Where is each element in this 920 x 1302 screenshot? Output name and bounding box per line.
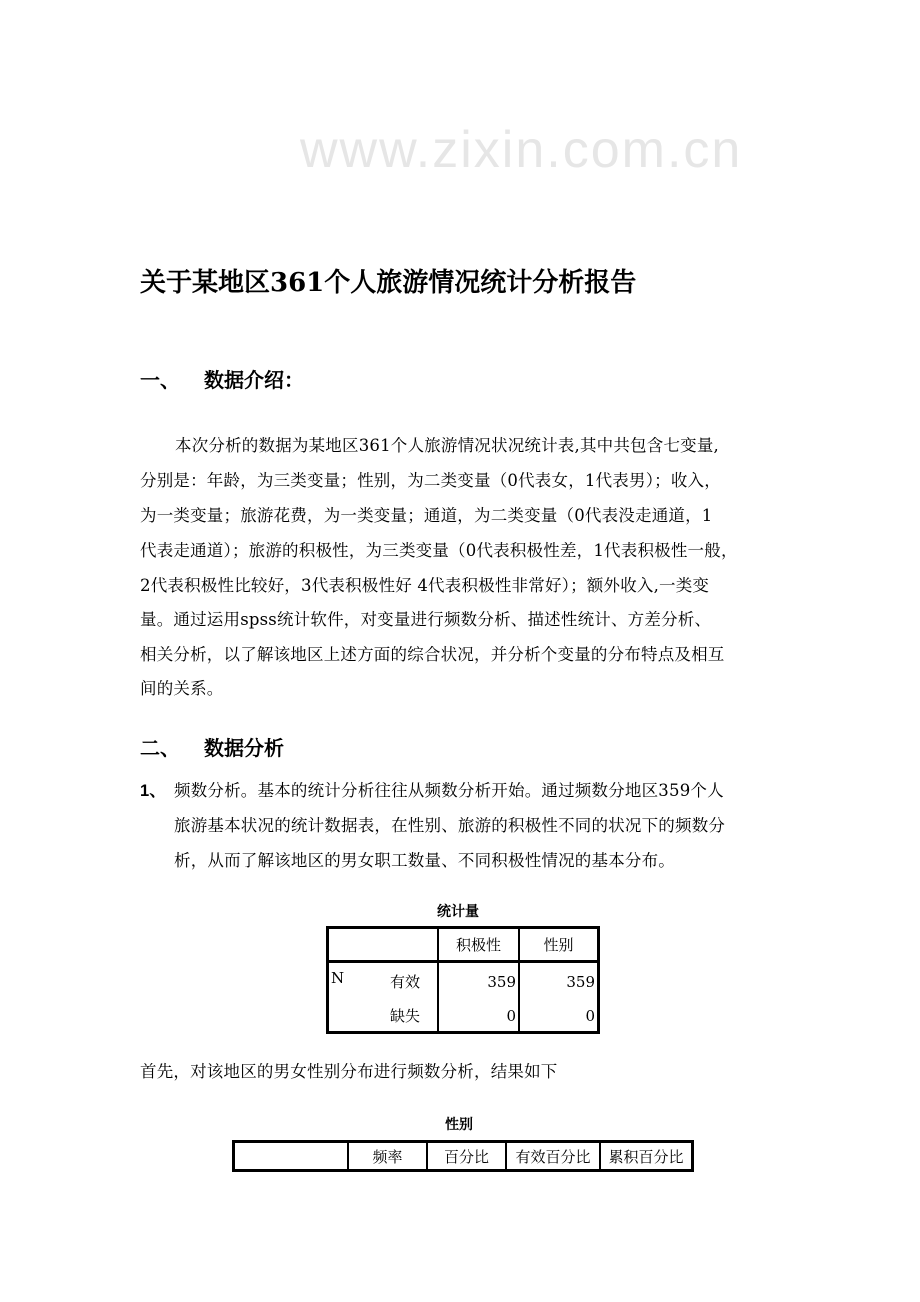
- row-label: 缺失: [389, 1007, 420, 1025]
- header-cell: 累积百分比: [600, 1142, 693, 1171]
- table-header-row: [328, 928, 599, 962]
- row-group-label: N: [331, 969, 345, 987]
- section1-number: 一、: [140, 368, 180, 392]
- table-row: [328, 962, 599, 1001]
- list-item-number: 1、: [140, 782, 167, 800]
- list-item-line: 析，从而了解该地区的男女职工数量、不同积极性情况的基本分布。: [174, 851, 675, 870]
- cell: 359: [438, 962, 519, 1001]
- paragraph-line: 分别是：年龄，为三类变量；性别，为二类变量（0代表女，1代表男）；收入，: [140, 471, 721, 490]
- document-title: 关于某地区361个人旅游情况统计分析报告: [140, 268, 637, 298]
- gender-table-caption: 性别: [445, 1116, 473, 1132]
- paragraph-line: 为一类变量；旅游花费，为一类变量；通道，为二类变量（0代表没走通道，1: [140, 506, 713, 525]
- watermark: www.zixin.com.cn: [300, 121, 743, 179]
- paragraph-line: 量。通过运用spss统计软件，对变量进行频数分析、描述性统计、方差分析、: [140, 610, 712, 629]
- paragraph-line: 间的关系。: [140, 679, 224, 698]
- empty-cell: [328, 1000, 374, 1033]
- row-label: 有效: [389, 973, 420, 991]
- paragraph-line: 本次分析的数据为某地区361个人旅游情况状况统计表,其中共包含七变量,: [175, 436, 719, 455]
- list-item-line: 旅游基本状况的统计数据表，在性别、旅游的积极性不同的状况下的频数分: [174, 816, 726, 835]
- cell: 359: [519, 962, 599, 1001]
- header-cell: 百分比: [427, 1142, 506, 1171]
- stats-table-caption: 统计量: [437, 903, 479, 919]
- header-cell: 频率: [348, 1142, 427, 1171]
- gender-table: [232, 1140, 694, 1172]
- table-header-row: [234, 1142, 693, 1171]
- section1-heading: 数据介绍：: [204, 368, 304, 392]
- stats-table: [326, 926, 600, 1034]
- paragraph-line: 代表走通道）；旅游的积极性，为三类变量（0代表积极性差，1代表积极性一般，: [140, 541, 738, 560]
- paragraph-line: 2代表积极性比较好，3代表积极性好 4代表积极性非常好）；额外收入,一类变: [140, 576, 710, 595]
- header-cell: 性别: [519, 928, 599, 962]
- header-cell: [328, 928, 439, 962]
- cell: 0: [519, 1000, 599, 1033]
- table-row: [328, 1000, 599, 1033]
- header-cell: [234, 1142, 349, 1171]
- paragraph-line: 相关分析，以了解该地区上述方面的综合状况，并分析个变量的分布特点及相互: [140, 645, 725, 664]
- header-cell: 有效百分比: [506, 1142, 600, 1171]
- cell: 0: [438, 1000, 519, 1033]
- header-cell: 积极性: [438, 928, 519, 962]
- section2-number: 二、: [140, 736, 180, 760]
- section2-heading: 数据分析: [204, 736, 284, 760]
- gender-intro-text: 首先，对该地区的男女性别分布进行频数分析，结果如下: [140, 1062, 558, 1081]
- list-item-line: 频数分析。基本的统计分析往往从频数分析开始。通过频数分地区359个人: [174, 781, 724, 800]
